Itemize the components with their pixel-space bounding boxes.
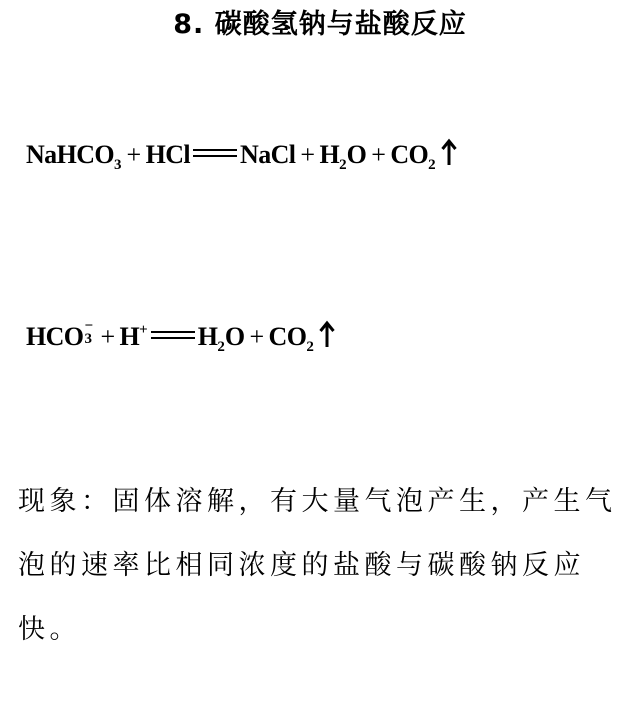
up-arrow-icon — [441, 138, 457, 166]
phenomenon-description: 现象：固体溶解，有大量气泡产生，产生气泡的速率比相同浓度的盐酸与碳酸钠反应快。 — [18, 486, 617, 645]
product-nacl: NaCl — [240, 140, 296, 169]
up-arrow-icon — [319, 320, 335, 348]
product-water: $H_2O$ — [319, 140, 367, 173]
product-water: $H_2O$ — [197, 322, 245, 355]
chemical-equation-molecular — [26, 138, 457, 174]
plus-sign: + — [249, 322, 264, 351]
page-title: 8. 碳酸氢钠与盐酸反应 — [173, 9, 467, 40]
plus-sign: + — [126, 140, 141, 169]
plus-sign: + — [100, 322, 115, 351]
plus-sign: + — [371, 140, 386, 169]
plus-sign: + — [300, 140, 315, 169]
chemical-equation-ionic — [26, 320, 335, 356]
reactant-sodium-bicarbonate: NaHCO$_3$ — [26, 140, 122, 173]
reactant-hcl: HCl — [145, 140, 191, 169]
equals-sign — [151, 331, 195, 339]
equals-sign — [193, 149, 237, 157]
reactant-bicarbonate-ion: HCO − 3 — [26, 318, 93, 351]
reactant-hydrogen-ion: H+ — [119, 322, 148, 351]
product-carbon-dioxide: $CO_2$ — [390, 140, 436, 173]
product-carbon-dioxide: $CO_2$ — [268, 322, 314, 355]
